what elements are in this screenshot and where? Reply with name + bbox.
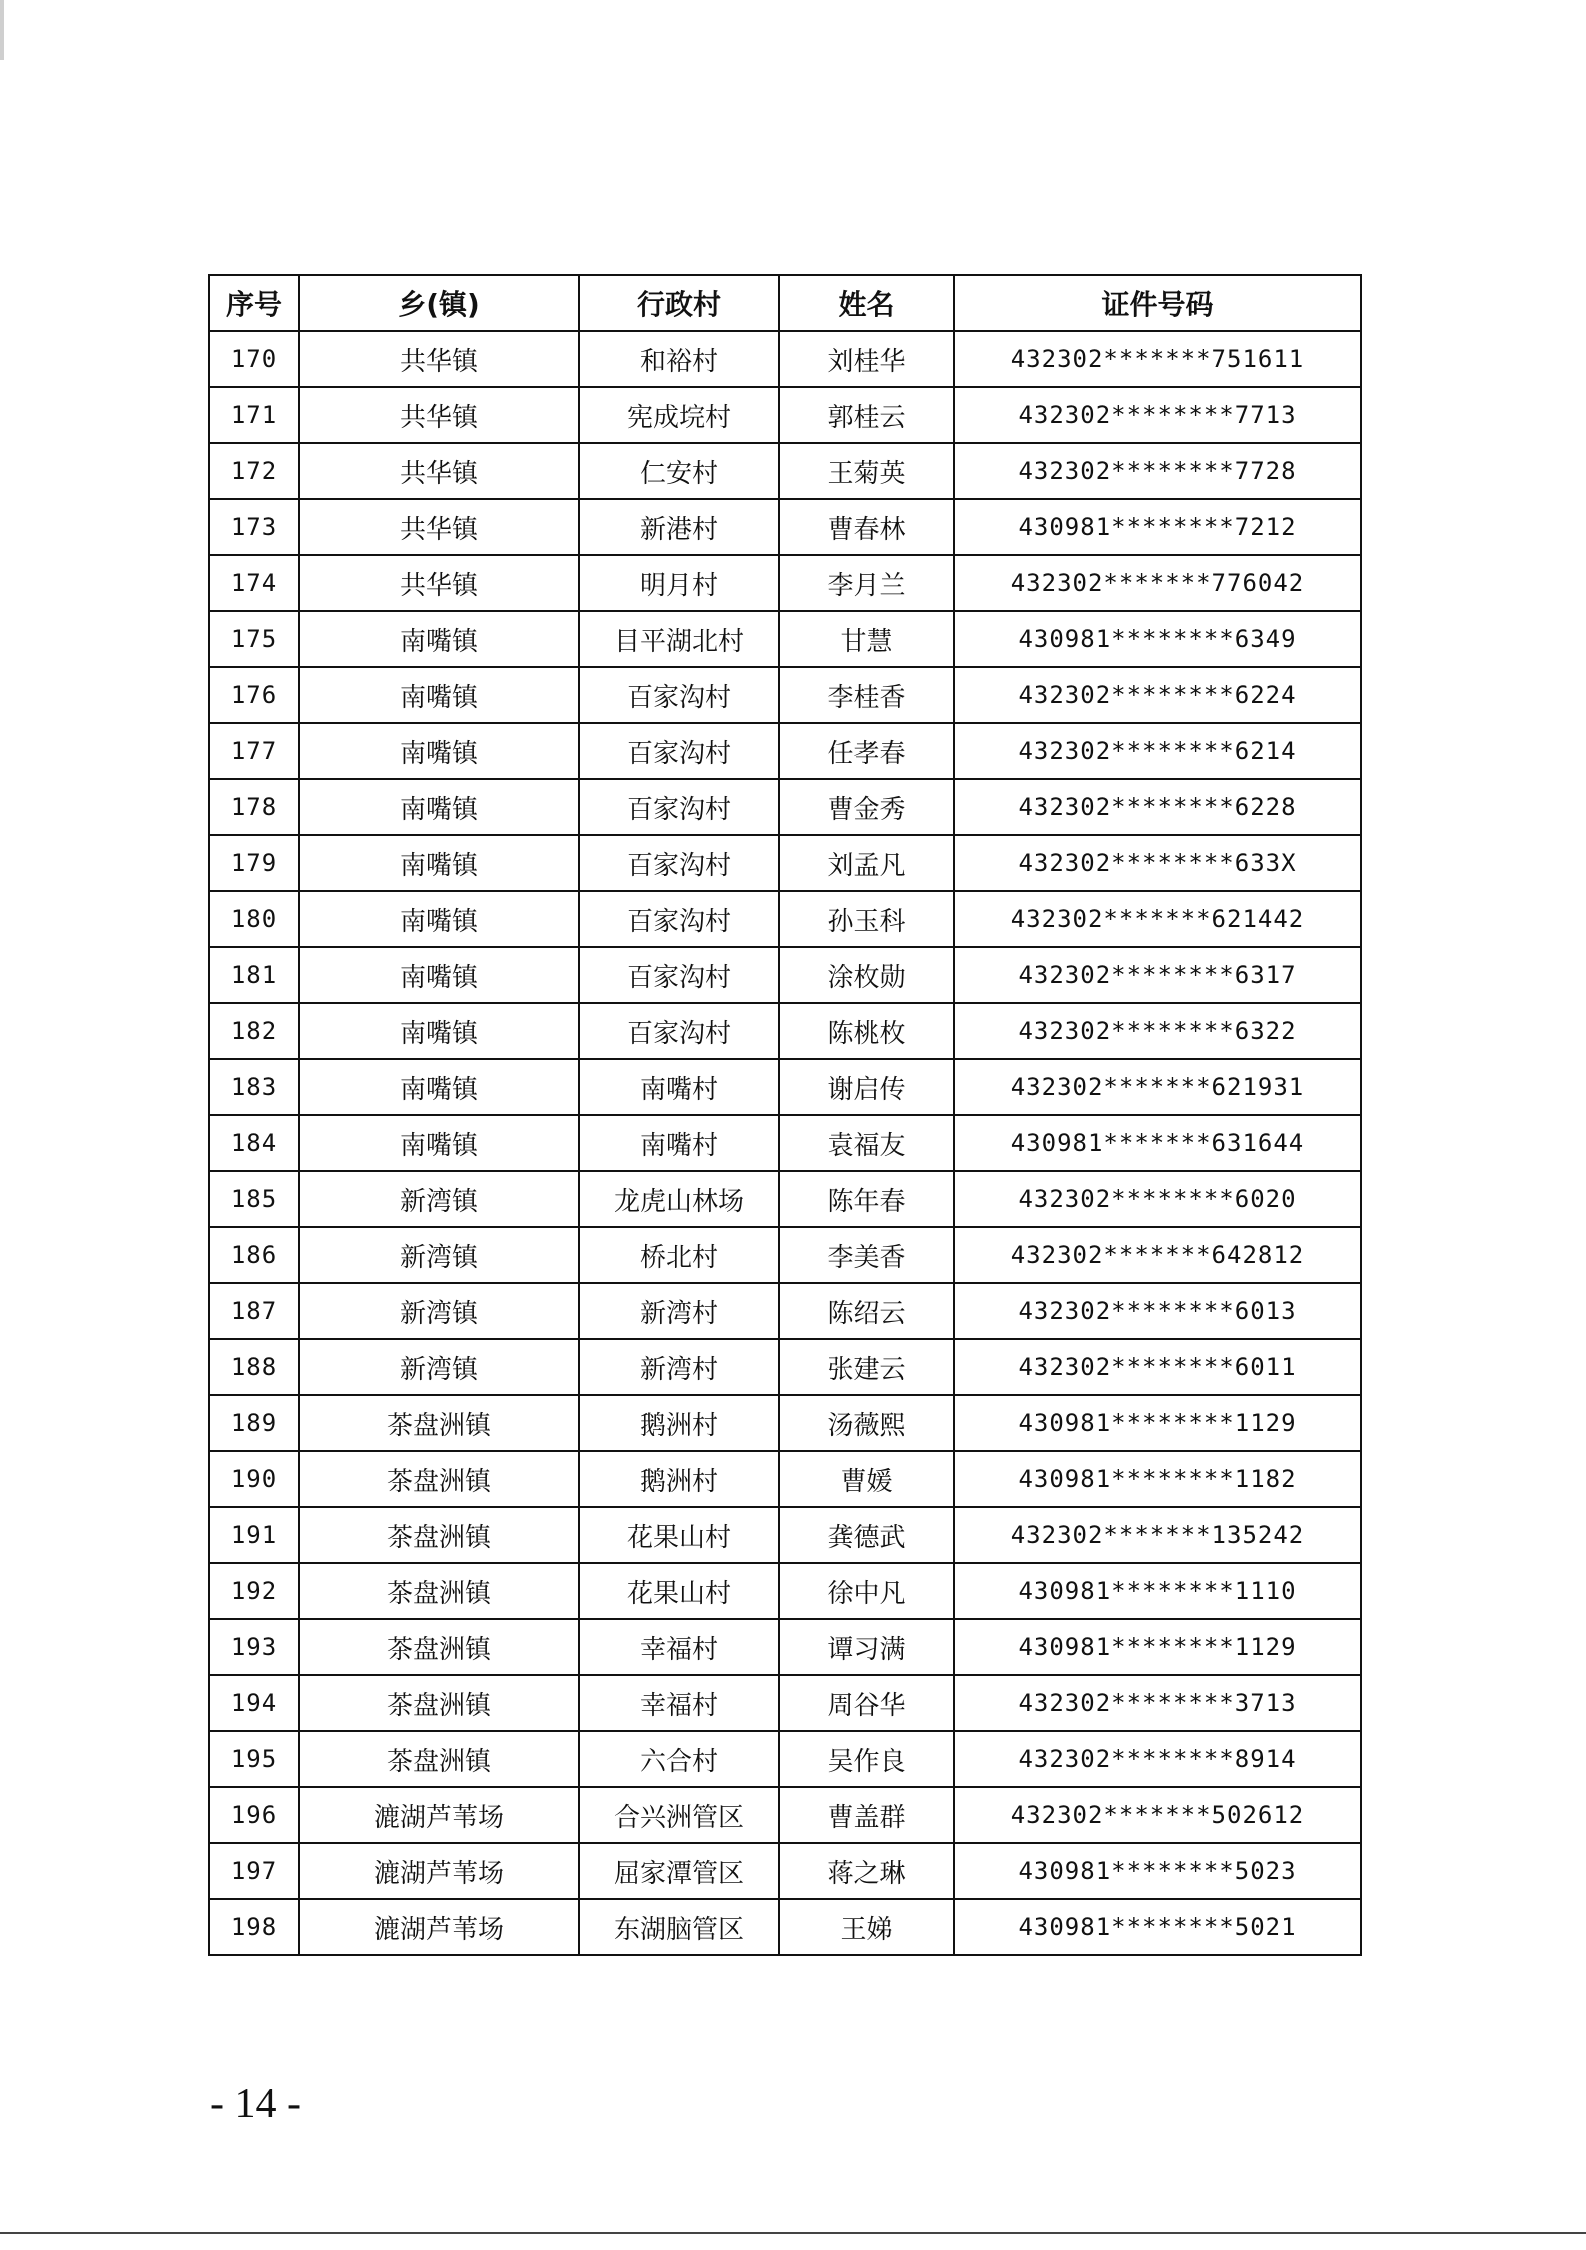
cell-name: 龚德武 [779,1507,954,1563]
cell-name: 刘孟凡 [779,835,954,891]
table-row [209,1003,1361,1059]
cell-village: 鹅洲村 [579,1451,779,1507]
table-row [209,1843,1361,1899]
cell-index: 192 [209,1563,299,1619]
table-row [209,1731,1361,1787]
cell-name: 曹春林 [779,499,954,555]
cell-village: 宪成垸村 [579,387,779,443]
header-index: 序号 [209,275,299,331]
cell-name: 曹金秀 [779,779,954,835]
table-row [209,1787,1361,1843]
cell-township: 茶盘洲镇 [299,1731,579,1787]
roster-table [208,274,1362,1956]
cell-name: 曹媛 [779,1451,954,1507]
cell-village: 百家沟村 [579,667,779,723]
cell-id-number: 432302********6322 [954,1003,1361,1059]
cell-id-number: 432302********7713 [954,387,1361,443]
table-row [209,1563,1361,1619]
cell-index: 175 [209,611,299,667]
cell-township: 共华镇 [299,387,579,443]
cell-name: 陈年春 [779,1171,954,1227]
cell-township: 漉湖芦苇场 [299,1843,579,1899]
cell-id-number: 432302********6228 [954,779,1361,835]
cell-village: 东湖脑管区 [579,1899,779,1955]
cell-index: 187 [209,1283,299,1339]
cell-index: 176 [209,667,299,723]
scan-edge-mark [0,0,4,60]
cell-village: 六合村 [579,1731,779,1787]
cell-id-number: 430981********7212 [954,499,1361,555]
cell-index: 189 [209,1395,299,1451]
cell-id-number: 432302********633X [954,835,1361,891]
cell-id-number: 432302*******751611 [954,331,1361,387]
cell-id-number: 430981********1129 [954,1619,1361,1675]
cell-id-number: 432302********6214 [954,723,1361,779]
cell-village: 百家沟村 [579,779,779,835]
cell-name: 甘慧 [779,611,954,667]
cell-id-number: 432302********6224 [954,667,1361,723]
cell-name: 李美香 [779,1227,954,1283]
table-body [209,331,1361,1955]
table-row [209,1507,1361,1563]
cell-village: 百家沟村 [579,1003,779,1059]
cell-id-number: 432302*******502612 [954,1787,1361,1843]
cell-id-number: 432302*******621442 [954,891,1361,947]
cell-index: 185 [209,1171,299,1227]
cell-index: 178 [209,779,299,835]
cell-village: 百家沟村 [579,891,779,947]
cell-township: 茶盘洲镇 [299,1395,579,1451]
cell-name: 汤薇熙 [779,1395,954,1451]
cell-id-number: 432302*******642812 [954,1227,1361,1283]
cell-township: 共华镇 [299,443,579,499]
cell-name: 谭习满 [779,1619,954,1675]
cell-id-number: 432302********3713 [954,1675,1361,1731]
cell-id-number: 430981********5023 [954,1843,1361,1899]
table-row [209,555,1361,611]
header-township: 乡(镇) [299,275,579,331]
table-row [209,387,1361,443]
cell-township: 新湾镇 [299,1227,579,1283]
cell-township: 茶盘洲镇 [299,1451,579,1507]
cell-township: 茶盘洲镇 [299,1619,579,1675]
cell-index: 174 [209,555,299,611]
cell-name: 吴作良 [779,1731,954,1787]
cell-id-number: 432302********8914 [954,1731,1361,1787]
cell-name: 张建云 [779,1339,954,1395]
table-row [209,1115,1361,1171]
cell-village: 花果山村 [579,1563,779,1619]
table-row [209,1619,1361,1675]
cell-index: 172 [209,443,299,499]
cell-village: 花果山村 [579,1507,779,1563]
cell-name: 陈桃枚 [779,1003,954,1059]
cell-index: 196 [209,1787,299,1843]
cell-village: 龙虎山林场 [579,1171,779,1227]
cell-township: 南嘴镇 [299,1059,579,1115]
table-header-row [209,275,1361,331]
table-row [209,1899,1361,1955]
cell-village: 百家沟村 [579,723,779,779]
cell-township: 南嘴镇 [299,835,579,891]
cell-id-number: 432302*******621931 [954,1059,1361,1115]
cell-village: 明月村 [579,555,779,611]
cell-township: 茶盘洲镇 [299,1507,579,1563]
table-row [209,1339,1361,1395]
cell-id-number: 432302*******776042 [954,555,1361,611]
table-row [209,835,1361,891]
cell-township: 茶盘洲镇 [299,1675,579,1731]
cell-name: 谢启传 [779,1059,954,1115]
cell-id-number: 432302********7728 [954,443,1361,499]
table-row [209,723,1361,779]
cell-index: 188 [209,1339,299,1395]
cell-name: 陈绍云 [779,1283,954,1339]
cell-village: 目平湖北村 [579,611,779,667]
cell-township: 南嘴镇 [299,891,579,947]
table-row [209,1283,1361,1339]
cell-index: 181 [209,947,299,1003]
table-row [209,611,1361,667]
cell-index: 173 [209,499,299,555]
cell-village: 和裕村 [579,331,779,387]
cell-township: 新湾镇 [299,1339,579,1395]
table-row [209,1227,1361,1283]
cell-index: 198 [209,1899,299,1955]
cell-index: 197 [209,1843,299,1899]
cell-township: 南嘴镇 [299,611,579,667]
table-row [209,499,1361,555]
cell-village: 幸福村 [579,1619,779,1675]
table-row [209,1675,1361,1731]
page-number: - 14 - [210,2081,301,2127]
cell-name: 刘桂华 [779,331,954,387]
cell-name: 王菊英 [779,443,954,499]
cell-township: 共华镇 [299,499,579,555]
cell-index: 171 [209,387,299,443]
table-row [209,331,1361,387]
cell-name: 任孝春 [779,723,954,779]
cell-village: 幸福村 [579,1675,779,1731]
table-row [209,443,1361,499]
cell-name: 涂枚勋 [779,947,954,1003]
cell-village: 百家沟村 [579,835,779,891]
cell-index: 191 [209,1507,299,1563]
cell-id-number: 432302********6317 [954,947,1361,1003]
cell-index: 170 [209,331,299,387]
cell-index: 193 [209,1619,299,1675]
cell-id-number: 432302********6020 [954,1171,1361,1227]
cell-name: 周谷华 [779,1675,954,1731]
cell-township: 南嘴镇 [299,1115,579,1171]
cell-id-number: 432302*******135242 [954,1507,1361,1563]
cell-id-number: 430981********1182 [954,1451,1361,1507]
cell-index: 184 [209,1115,299,1171]
cell-township: 南嘴镇 [299,667,579,723]
cell-village: 屈家潭管区 [579,1843,779,1899]
cell-township: 南嘴镇 [299,947,579,1003]
cell-village: 新湾村 [579,1283,779,1339]
cell-index: 186 [209,1227,299,1283]
cell-index: 183 [209,1059,299,1115]
cell-name: 李桂香 [779,667,954,723]
cell-village: 新港村 [579,499,779,555]
cell-name: 郭桂云 [779,387,954,443]
cell-village: 合兴洲管区 [579,1787,779,1843]
page-bottom-rule [0,2232,1586,2234]
cell-township: 新湾镇 [299,1283,579,1339]
cell-township: 漉湖芦苇场 [299,1899,579,1955]
cell-name: 袁福友 [779,1115,954,1171]
cell-index: 179 [209,835,299,891]
cell-township: 茶盘洲镇 [299,1563,579,1619]
cell-village: 新湾村 [579,1339,779,1395]
cell-index: 194 [209,1675,299,1731]
cell-index: 182 [209,1003,299,1059]
table-row [209,779,1361,835]
cell-index: 180 [209,891,299,947]
table-row [209,1059,1361,1115]
cell-id-number: 432302********6011 [954,1339,1361,1395]
table-row [209,1395,1361,1451]
cell-id-number: 430981********5021 [954,1899,1361,1955]
cell-township: 漉湖芦苇场 [299,1787,579,1843]
table-row [209,1171,1361,1227]
cell-index: 177 [209,723,299,779]
cell-name: 蒋之琳 [779,1843,954,1899]
cell-id-number: 430981********1110 [954,1563,1361,1619]
cell-village: 南嘴村 [579,1115,779,1171]
cell-index: 190 [209,1451,299,1507]
cell-id-number: 430981********6349 [954,611,1361,667]
cell-id-number: 432302********6013 [954,1283,1361,1339]
cell-township: 南嘴镇 [299,779,579,835]
cell-township: 南嘴镇 [299,1003,579,1059]
header-village: 行政村 [579,275,779,331]
table-row [209,947,1361,1003]
cell-township: 共华镇 [299,555,579,611]
cell-name: 曹盖群 [779,1787,954,1843]
cell-name: 徐中凡 [779,1563,954,1619]
cell-index: 195 [209,1731,299,1787]
table-row [209,667,1361,723]
cell-township: 共华镇 [299,331,579,387]
cell-village: 仁安村 [579,443,779,499]
table-row [209,891,1361,947]
cell-id-number: 430981********1129 [954,1395,1361,1451]
cell-village: 桥北村 [579,1227,779,1283]
cell-township: 新湾镇 [299,1171,579,1227]
cell-name: 李月兰 [779,555,954,611]
cell-village: 百家沟村 [579,947,779,1003]
cell-village: 鹅洲村 [579,1395,779,1451]
cell-name: 王娣 [779,1899,954,1955]
table-row [209,1451,1361,1507]
cell-name: 孙玉科 [779,891,954,947]
cell-township: 南嘴镇 [299,723,579,779]
header-name: 姓名 [779,275,954,331]
header-id-number: 证件号码 [954,275,1361,331]
cell-id-number: 430981*******631644 [954,1115,1361,1171]
cell-village: 南嘴村 [579,1059,779,1115]
